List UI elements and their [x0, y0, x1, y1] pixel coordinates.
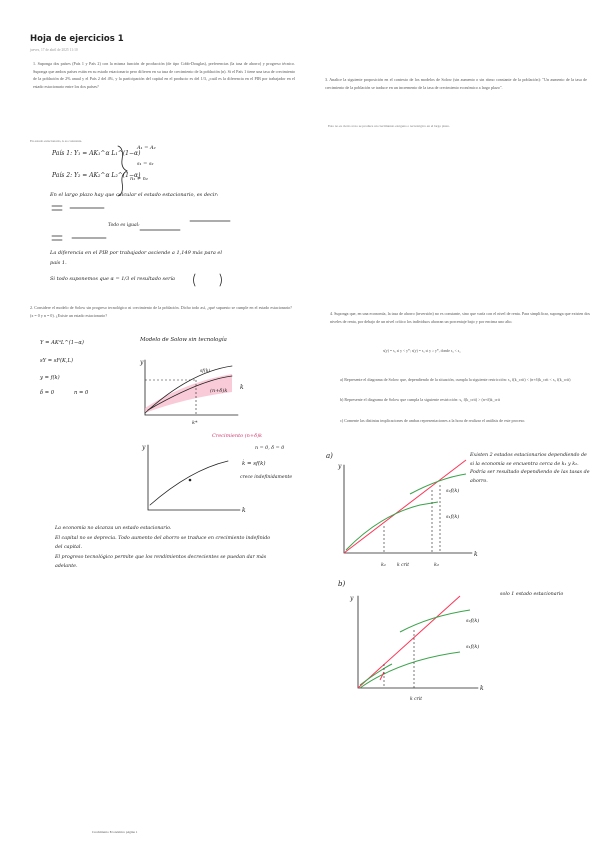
- ex2-hand-8: n = 0, δ = 0: [255, 446, 285, 451]
- ex1-hand-4: s₁ = s₂: [137, 161, 154, 167]
- ex4-gb-kcrit: k crit: [410, 697, 423, 702]
- ex4-ga-y: y: [338, 463, 342, 470]
- ex2-hand-12: El capital no se deprecia. Todo aumento del ahorro se traduce en crecimiento indefinido del capital.: [55, 536, 271, 550]
- ex4-ga-k1: k₁: [381, 562, 387, 568]
- page-title: Hoja de ejercicios 1: [30, 34, 124, 44]
- ex4-graph-a-note: Existen 2 estados estacionarios dependiendo de si la economía se encuentra cerca de k₁ y k₂. Podría ser resultado dependiendo de las tasas de ahorro.: [470, 453, 590, 484]
- ex3-statement: 3. Analice la siguiente proposición en el contexto de los modelos de Solow (sin aumento o sin ritmo constante de la población): "Un aumento de la tasa de crecimiento de la población se traduce en un incremento de la tasa de crecimiento económico a largo plazo".: [325, 77, 587, 90]
- ex1-hand-7: Todo es igual:: [108, 223, 140, 228]
- ex2-g2-k: k: [242, 507, 246, 514]
- ex4-ga-label: a): [326, 452, 333, 460]
- ex4-item-b: b) Represente el diagrama de Solow que cumpla la siguiente restricción: s₁ f(k_crit) > (n+δ)k_crit: [340, 397, 501, 402]
- ex2-hand-7: Crecimiento (n+δ)k: [212, 433, 263, 439]
- ex2-hand-6: n = 0: [74, 390, 89, 396]
- ex2-g2-y: y: [142, 444, 146, 451]
- ex2-g1-k: k: [240, 384, 244, 391]
- ex2-hand-4: y = f(k): [40, 375, 60, 381]
- ex4-statement: 4. Suponga que, en una economía, la tasa de ahorro (inversión) no es constante, sino que varía con el nivel de renta. Para simplificar, suponga que existen dos niveles de renta, por debajo de un nivel crítico los individuos ahorran un porcentaje bajo y por encima uno alto.: [330, 311, 590, 324]
- ex1-hand-1: País 1: Y₁ = AK₁^α L₁^(1−α): [52, 150, 141, 157]
- ex4-item-c: c) Comente las distintas implicaciones de ambas representaciones a la hora de realizar el análisis de este proceso.: [340, 418, 526, 423]
- ex1-hand-6: En el largo plazo hay que calcular el estado estacionario, es decir:: [50, 192, 219, 198]
- ex4-ga-kcrit: k crit: [397, 563, 410, 568]
- ex2-hand-9: k̇ = sf(k): [242, 461, 266, 467]
- ex1-formula-block: [52, 206, 230, 286]
- ex2-g1-nd: (n+δ)k: [210, 388, 228, 394]
- ex1-statement: 1. Suponga dos países (País 1 y País 2) con la misma función de producción (de tipo Cobb-Douglas), preferencias (la tasa de ahorro) y progreso técnico. Suponga que ambos países están en su estado estacionario pero difieren en su tasa de crecimiento de la población (n). Si el País 1 tiene una tasa de crecimiento de la población de 2% anual y el País 2 del 4%, y la participación del capital en el producto es del 1/3, ¿cuál es la diferencia en el PIB por trabajador en el estado estacionario entre los dos países?: [33, 61, 295, 89]
- ex4-ga-k: k: [474, 551, 478, 558]
- ex1-hand-9: Si todo suponemos que α = 1/3 el resultado sería: [50, 276, 176, 282]
- ex2-graph-1: [139, 359, 244, 426]
- ex1-hand-2: País 2: Y₂ = AK₂^α L₂^(1−α): [52, 172, 141, 179]
- ex4-gb-y: y: [350, 595, 354, 602]
- ex4-gb-label: b): [338, 580, 346, 588]
- ex1-note: En estado estacionario, k es constante.: [30, 139, 83, 143]
- ex4-graph-a: [326, 452, 478, 568]
- ex1-hand-3: A₁ = A₂: [137, 145, 156, 151]
- ex2-hand-10: crece indefinidamente: [240, 475, 293, 480]
- ex2-hand-2: Y = AKᵅL^(1−α): [40, 340, 84, 346]
- ex2-hand-11: La economía no alcanza un estado estacionario.: [55, 526, 172, 531]
- ex4-item-a: a) Represente el diagrama de Solow que, dependiendo de la situación, cumpla la siguiente restricción: s₁ f(k_crit) < (n+δ)k_crit < s₂ f(k_crit): [340, 377, 571, 382]
- ex4-ga-s1: s₁f(k): [446, 514, 460, 520]
- ex4-ga-s2: s₂f(k): [446, 488, 460, 494]
- page-footer: Crecimiento Económico página 1: [92, 830, 138, 834]
- ex4-gb-s1: s₁f(k): [466, 644, 480, 650]
- ex2-g1-kstar: k*: [192, 420, 198, 426]
- ex1-brace: [118, 146, 127, 196]
- ex4-ga-k2: k₂: [434, 562, 440, 568]
- ex2-hand-3: sY = sF(K,L): [40, 358, 74, 364]
- ex4-condition: s(y) = s₁ si y < y*; s(y) = s₂ si y ≥ y*, donde s₁ < s₂: [383, 349, 461, 353]
- ex4-graph-b: [338, 580, 484, 702]
- ex2-graph-2: [141, 444, 246, 514]
- ex1-hand-5: n₁ ≠ n₂: [130, 176, 148, 182]
- page-date: jueves, 17 de abril de 2025 11:10: [30, 48, 78, 52]
- ex2-g1-y: y: [140, 359, 144, 366]
- ex4-gb-k: k: [480, 685, 484, 692]
- ex4-gb-s2: s₂f(k): [466, 618, 480, 624]
- ex3-note: Esto no es cierto si no se produce un crecimiento exógeno o tecnológico en el largo plazo.: [328, 124, 451, 128]
- ex1-hand-8: La diferencia en el PIB por trabajador asciende a 1,149 más para el país 1.: [50, 250, 222, 266]
- ex2-hand-1: Modelo de Solow sin tecnología: [140, 337, 227, 343]
- ex2-statement: 2. Considere el modelo de Solow sin progreso tecnológico ni crecimiento de la población. Dicho todo así, ¿qué supuesto se cumple en el estado estacionario? (x = 0 y n = 0). ¿Existe un estado estacionario?: [30, 305, 292, 318]
- ex2-hand-5: δ = 0: [40, 390, 55, 396]
- ex2-hand-13: El progreso tecnológico permite que los rendimientos decrecientes se puedan dar más adelante.: [55, 555, 267, 569]
- ex4-graph-b-note: solo 1 estado estacionario: [500, 592, 564, 597]
- ex2-g1-sfk: sf(k): [200, 369, 211, 374]
